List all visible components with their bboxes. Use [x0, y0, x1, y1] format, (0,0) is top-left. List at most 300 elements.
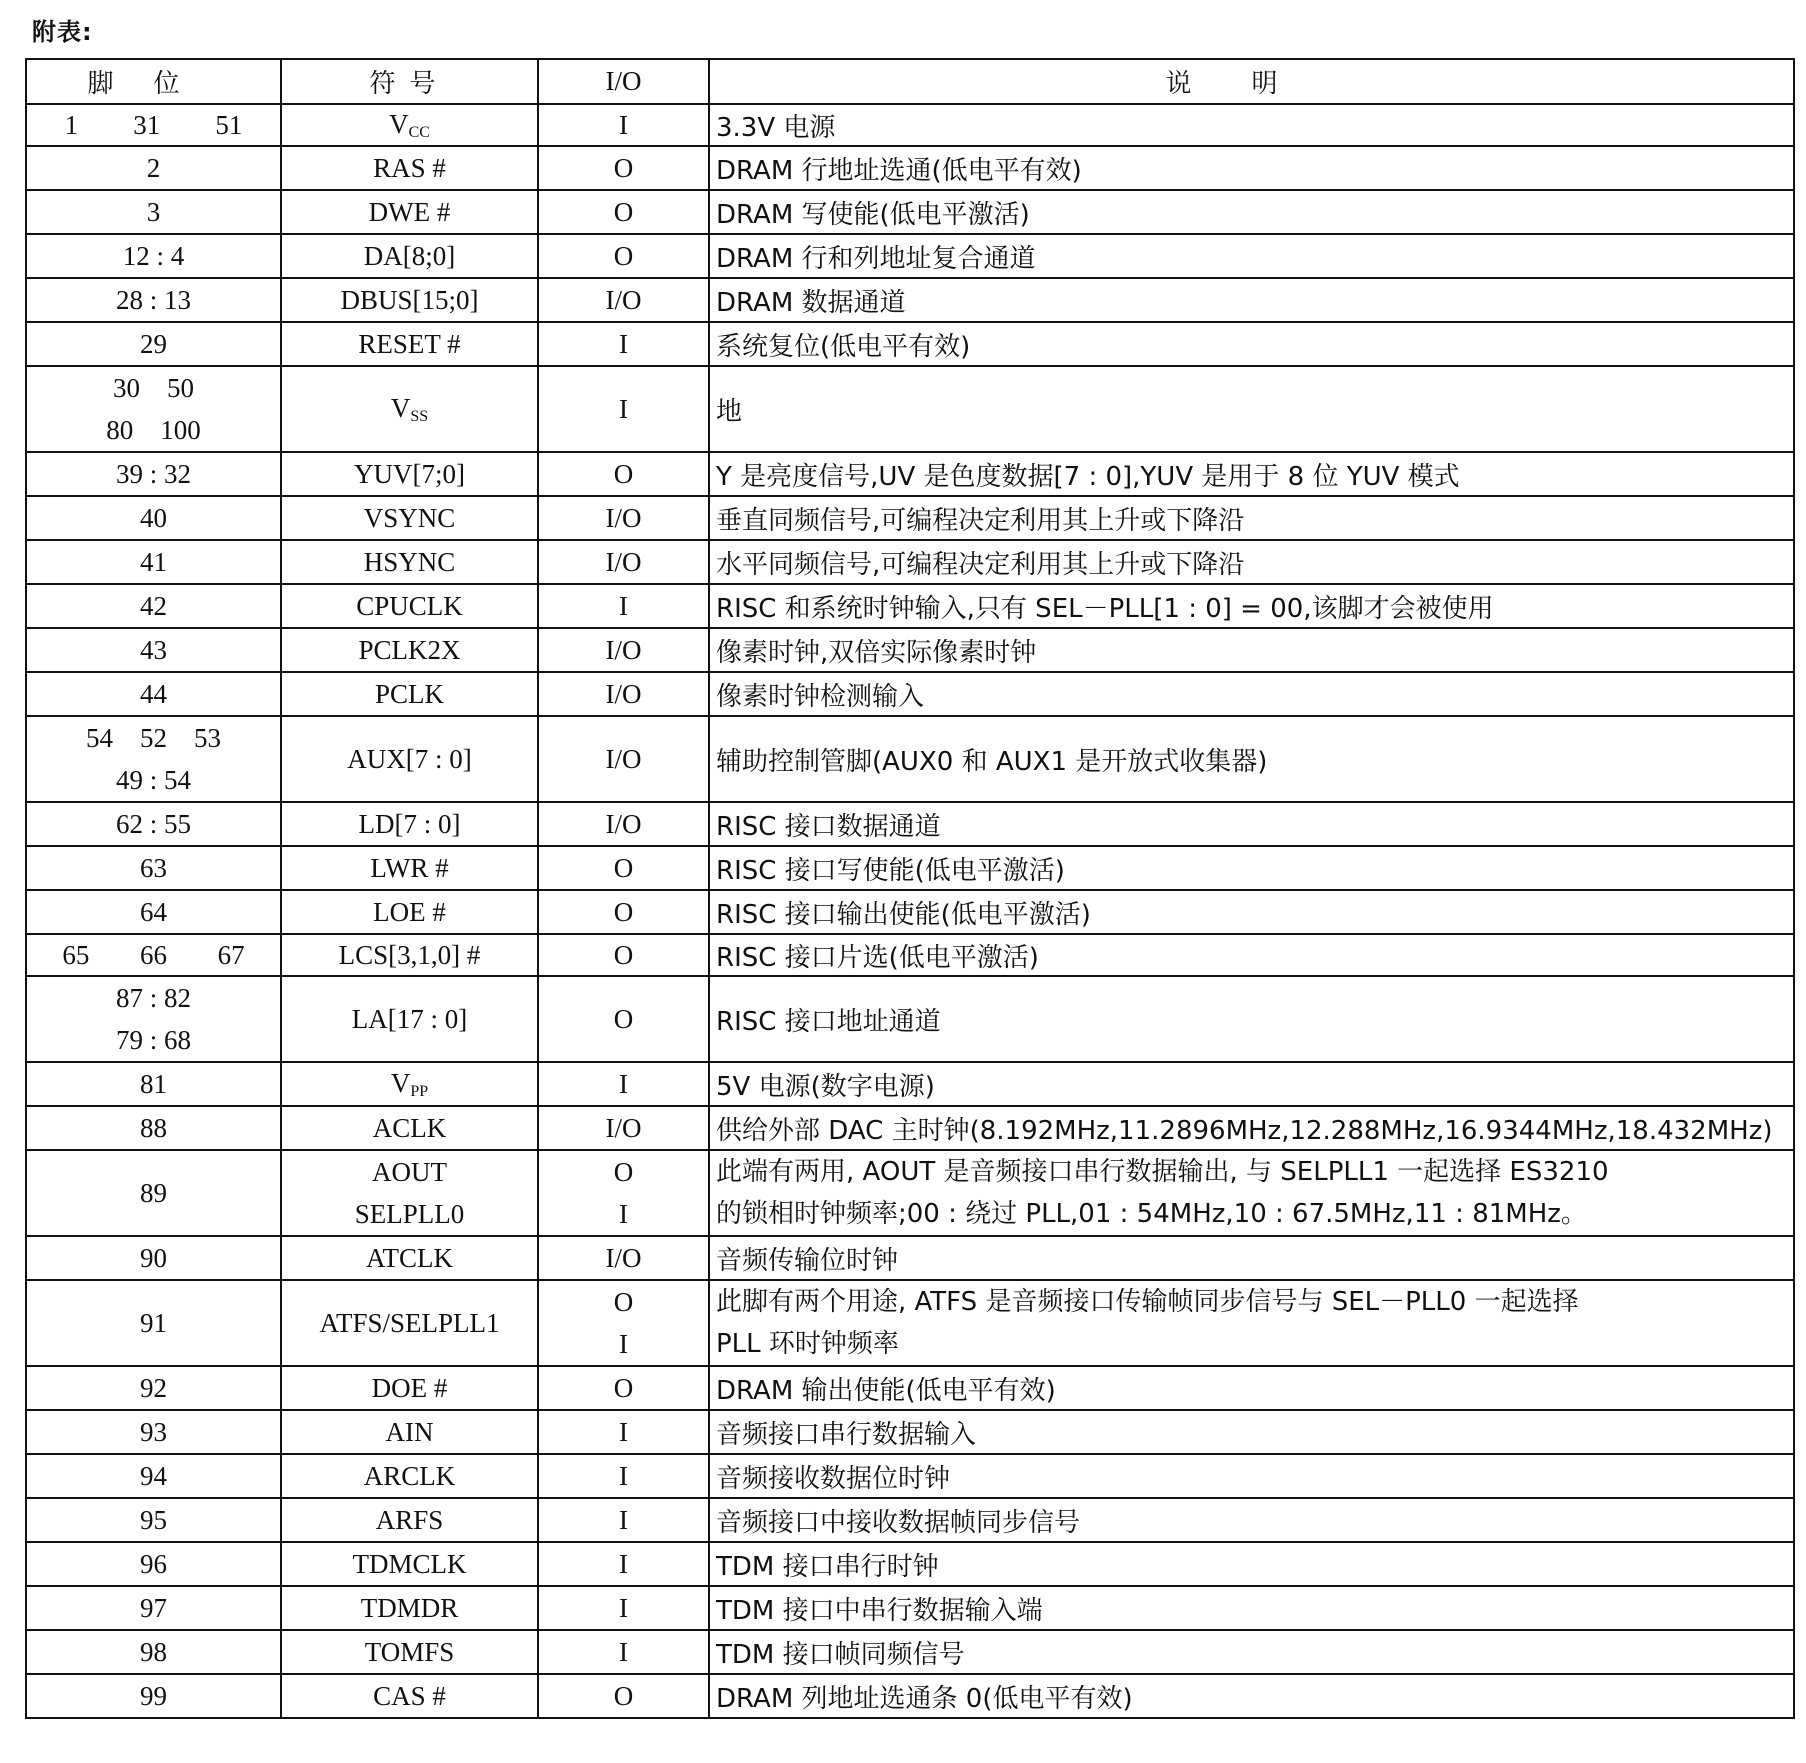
symbol-cell — [281, 104, 538, 146]
table-row — [26, 584, 1794, 628]
pin-cell — [26, 1498, 281, 1542]
table-row — [26, 1280, 1794, 1366]
pin-cell — [26, 1586, 281, 1630]
symbol-cell — [281, 278, 538, 322]
pin-number: 92 — [140, 1373, 167, 1403]
description-cell — [709, 1236, 1794, 1280]
pin-cell — [26, 890, 281, 934]
pin-number: 79 : 68 — [115, 1025, 191, 1055]
pin-number: 1 — [64, 109, 79, 140]
pin-cell — [26, 934, 281, 976]
symbol-cell — [281, 1062, 538, 1106]
pin-cell — [26, 452, 281, 496]
pin-cell — [26, 1150, 281, 1236]
table-row — [26, 1106, 1794, 1150]
io-direction: I/O — [605, 546, 642, 577]
symbol-cell — [281, 1366, 538, 1410]
pin-cell — [26, 540, 281, 584]
symbol-cell — [281, 1410, 538, 1454]
pin-cell — [26, 366, 281, 452]
io-cell — [538, 584, 709, 628]
pin-number: 62 : 55 — [115, 809, 191, 839]
table-row — [26, 846, 1794, 890]
table-row — [26, 322, 1794, 366]
description-cell — [709, 890, 1794, 934]
symbol-text: LOE # — [373, 896, 446, 927]
description-text: 3.3V 电源 — [716, 112, 836, 143]
pin-number: 95 — [140, 1505, 167, 1535]
pin-number: 89 — [140, 1178, 167, 1208]
symbol-text: V — [390, 392, 411, 423]
symbol-text: TDMDR — [360, 1592, 459, 1623]
description-text: 系统复位(低电平有效) — [716, 331, 971, 362]
io-direction: I — [619, 1504, 628, 1535]
description-text: 音频接口串行数据输入 — [716, 1419, 977, 1450]
symbol-cell — [281, 584, 538, 628]
description-cell — [709, 104, 1794, 146]
io-cell — [538, 234, 709, 278]
description-cell — [709, 1630, 1794, 1674]
pin-number: 30 50 — [113, 373, 194, 403]
symbol-cell — [281, 1150, 538, 1236]
description-cell — [709, 234, 1794, 278]
io-cell — [538, 976, 709, 1062]
symbol-cell — [281, 802, 538, 846]
symbol-cell — [281, 846, 538, 890]
pin-number: 96 — [140, 1549, 167, 1579]
description-text: RISC 接口写使能(低电平激活) — [716, 855, 1065, 886]
table-row — [26, 672, 1794, 716]
symbol-text: ATFS/SELPLL1 — [319, 1307, 500, 1338]
description-text: RISC 和系统时钟输入,只有 SEL－PLL[1 : 0] = 00,该脚才会被使用 — [716, 593, 1494, 624]
description-text: RISC 接口数据通道 — [716, 811, 941, 842]
io-direction: O — [613, 1287, 634, 1317]
table-row — [26, 234, 1794, 278]
description-text: 地 — [716, 396, 743, 427]
io-direction: O — [613, 896, 634, 927]
pin-cell — [26, 1630, 281, 1674]
table-row — [26, 1366, 1794, 1410]
pin-number: 31 — [133, 109, 161, 140]
description-cell — [709, 452, 1794, 496]
io-direction: I/O — [605, 678, 642, 709]
table-row — [26, 1586, 1794, 1630]
pin-cell — [26, 1062, 281, 1106]
pin-number: 91 — [140, 1308, 167, 1338]
io-direction: O — [613, 1372, 634, 1403]
description-text: 音频接收数据位时钟 — [716, 1463, 951, 1494]
io-cell — [538, 322, 709, 366]
pin-number: 94 — [140, 1461, 167, 1491]
symbol-text: LA[17 : 0] — [351, 1003, 468, 1034]
table-row — [26, 366, 1794, 452]
io-cell — [538, 366, 709, 452]
description-text: 像素时钟,双倍实际像素时钟 — [716, 637, 1037, 668]
description-cell — [709, 190, 1794, 234]
symbol-subscript: SS — [410, 407, 429, 425]
io-cell — [538, 540, 709, 584]
symbol-text: PCLK2X — [358, 634, 461, 665]
description-text: RISC 接口片选(低电平激活) — [716, 942, 1039, 973]
io-cell — [538, 278, 709, 322]
pin-number: 51 — [215, 109, 243, 140]
description-cell — [709, 1150, 1794, 1236]
pin-number: 80 100 — [106, 415, 201, 445]
table-row — [26, 934, 1794, 976]
pin-cell — [26, 1366, 281, 1410]
pin-cell — [26, 802, 281, 846]
io-cell — [538, 1586, 709, 1630]
symbol-cell — [281, 234, 538, 278]
io-direction: I — [619, 1460, 628, 1491]
table-row — [26, 190, 1794, 234]
pin-number: 65 — [62, 939, 90, 970]
header-symbol: 符号 — [281, 59, 538, 104]
table-body — [26, 104, 1794, 1718]
symbol-cell — [281, 452, 538, 496]
io-cell — [538, 1280, 709, 1366]
pin-number: 81 — [140, 1069, 167, 1099]
io-cell — [538, 1542, 709, 1586]
pin-number: 97 — [140, 1593, 167, 1623]
io-direction: I/O — [605, 743, 642, 774]
description-cell — [709, 716, 1794, 802]
description-cell — [709, 1498, 1794, 1542]
table-row — [26, 1236, 1794, 1280]
io-direction: O — [613, 196, 634, 227]
pin-cell — [26, 628, 281, 672]
symbol-cell — [281, 1498, 538, 1542]
symbol-text: DWE # — [368, 196, 451, 227]
symbol-cell — [281, 146, 538, 190]
table-row — [26, 1410, 1794, 1454]
table-row — [26, 716, 1794, 802]
pin-cell — [26, 146, 281, 190]
io-cell — [538, 934, 709, 976]
pin-number: 29 — [140, 329, 167, 359]
io-direction: O — [613, 852, 634, 883]
pin-number: 90 — [140, 1243, 167, 1273]
description-text: TDM 接口中串行数据输入端 — [716, 1595, 1043, 1626]
symbol-cell — [281, 322, 538, 366]
pin-cell — [26, 322, 281, 366]
io-cell — [538, 1062, 709, 1106]
io-direction: I/O — [605, 284, 642, 315]
description-cell — [709, 1542, 1794, 1586]
io-direction: I — [619, 1548, 628, 1579]
table-row — [26, 1454, 1794, 1498]
io-direction: I — [619, 1068, 628, 1099]
symbol-text: ARCLK — [363, 1460, 456, 1491]
description-text: RISC 接口输出使能(低电平激活) — [716, 899, 1091, 930]
description-cell — [709, 934, 1794, 976]
pin-number: 99 — [140, 1681, 167, 1711]
symbol-text: LD[7 : 0] — [358, 808, 461, 839]
io-direction: O — [613, 1680, 634, 1711]
pin-cell — [26, 1410, 281, 1454]
symbol-text: PCLK — [374, 678, 445, 709]
description-text: 像素时钟检测输入 — [716, 681, 925, 712]
description-text: 音频传输位时钟 — [716, 1245, 899, 1276]
description-text: TDM 接口帧同频信号 — [716, 1639, 965, 1670]
symbol-text: ARFS — [375, 1504, 444, 1535]
table-row — [26, 1542, 1794, 1586]
symbol-cell — [281, 672, 538, 716]
symbol-cell — [281, 496, 538, 540]
pin-cell — [26, 496, 281, 540]
pin-cell — [26, 104, 281, 146]
pin-number: 2 — [146, 153, 161, 183]
table-row — [26, 890, 1794, 934]
io-cell — [538, 1366, 709, 1410]
io-cell — [538, 1630, 709, 1674]
symbol-text: YUV[7;0] — [354, 458, 465, 489]
io-direction: I — [619, 109, 628, 140]
symbol-text: TDMCLK — [352, 1548, 467, 1579]
pin-cell — [26, 716, 281, 802]
description-text: PLL 环时钟频率 — [716, 1329, 899, 1359]
pin-cell — [26, 1280, 281, 1366]
description-cell — [709, 1106, 1794, 1150]
table-row — [26, 976, 1794, 1062]
pin-cell — [26, 672, 281, 716]
pin-cell — [26, 1674, 281, 1718]
description-cell — [709, 322, 1794, 366]
description-text: 辅助控制管脚(AUX0 和 AUX1 是开放式收集器) — [716, 746, 1268, 777]
description-cell — [709, 976, 1794, 1062]
symbol-cell — [281, 716, 538, 802]
description-text: 供给外部 DAC 主时钟(8.192MHz,11.2896MHz,12.288MHz,16.9344MHz,18.432MHz) — [716, 1115, 1773, 1146]
table-row — [26, 1150, 1794, 1236]
io-direction: I — [619, 393, 628, 424]
description-cell — [709, 802, 1794, 846]
pin-number: 49 : 54 — [115, 765, 191, 795]
symbol-text: ACLK — [372, 1112, 447, 1143]
table-row — [26, 1498, 1794, 1542]
io-cell — [538, 146, 709, 190]
pin-cell — [26, 846, 281, 890]
io-cell — [538, 846, 709, 890]
pin-number: 93 — [140, 1417, 167, 1447]
symbol-cell — [281, 1454, 538, 1498]
pin-number: 54 52 53 — [86, 723, 221, 753]
io-direction: I — [619, 590, 628, 621]
symbol-text: TOMFS — [364, 1636, 455, 1667]
symbol-text: CPUCLK — [356, 590, 463, 621]
symbol-cell — [281, 540, 538, 584]
symbol-cell — [281, 1106, 538, 1150]
description-cell — [709, 540, 1794, 584]
description-cell — [709, 1366, 1794, 1410]
symbol-text: ATCLK — [366, 1242, 453, 1273]
io-direction: I — [619, 328, 628, 359]
symbol-text: RAS # — [373, 152, 446, 183]
symbol-text: V — [389, 108, 409, 139]
io-direction: I — [619, 1329, 628, 1359]
symbol-cell — [281, 1630, 538, 1674]
description-text: DRAM 输出使能(低电平有效) — [716, 1375, 1056, 1406]
symbol-subscript: PP — [410, 1082, 429, 1100]
description-cell — [709, 496, 1794, 540]
symbol-text: CAS # — [373, 1680, 446, 1711]
symbol-text: SELPLL0 — [354, 1199, 465, 1229]
description-text: DRAM 行地址选通(低电平有效) — [716, 155, 1082, 186]
pin-cell — [26, 584, 281, 628]
io-direction: I/O — [605, 1242, 642, 1273]
pin-number: 43 — [140, 635, 167, 665]
io-cell — [538, 452, 709, 496]
pin-number: 42 — [140, 591, 167, 621]
table-row — [26, 496, 1794, 540]
pin-cell — [26, 190, 281, 234]
description-cell — [709, 846, 1794, 890]
io-cell — [538, 1150, 709, 1236]
pin-cell — [26, 1454, 281, 1498]
io-direction: I/O — [605, 808, 642, 839]
description-text: 此端有两用, AOUT 是音频接口串行数据输出, 与 SELPLL1 一起选择 ES3210 — [716, 1157, 1609, 1187]
header-description: 说明 — [709, 59, 1794, 104]
symbol-text: AOUT — [372, 1157, 447, 1187]
table-row — [26, 104, 1794, 146]
table-header-row — [26, 59, 1794, 104]
io-cell — [538, 1454, 709, 1498]
description-text: 音频接口中接收数据帧同步信号 — [716, 1507, 1081, 1538]
description-cell — [709, 1410, 1794, 1454]
pin-number: 41 — [140, 547, 167, 577]
description-text: 的锁相时钟频率;00 : 绕过 PLL,01 : 54MHz,10 : 67.5MHz,11 : 81MHz。 — [716, 1199, 1587, 1229]
io-direction: O — [613, 458, 634, 489]
io-direction: O — [613, 1157, 634, 1187]
io-cell — [538, 628, 709, 672]
symbol-subscript: CC — [408, 123, 430, 141]
description-text: DRAM 数据通道 — [716, 287, 906, 318]
io-cell — [538, 1106, 709, 1150]
io-direction: I — [619, 1636, 628, 1667]
symbol-cell — [281, 934, 538, 976]
pin-cell — [26, 234, 281, 278]
table-caption: 附表: — [32, 18, 93, 46]
description-cell — [709, 584, 1794, 628]
symbol-text: LWR # — [370, 852, 449, 883]
pin-number: 39 : 32 — [115, 459, 191, 489]
description-cell — [709, 278, 1794, 322]
symbol-text: LCS[3,1,0] # — [338, 939, 481, 970]
description-text: RISC 接口地址通道 — [716, 1006, 941, 1037]
pin-cell — [26, 1106, 281, 1150]
io-cell — [538, 1674, 709, 1718]
pin-number: 87 : 82 — [115, 983, 191, 1013]
symbol-cell — [281, 1236, 538, 1280]
pin-number: 40 — [140, 503, 167, 533]
pin-number: 3 — [146, 197, 161, 227]
io-cell — [538, 890, 709, 934]
symbol-cell — [281, 628, 538, 672]
io-direction: I/O — [605, 634, 642, 665]
description-text: DRAM 写使能(低电平激活) — [716, 199, 1030, 230]
io-direction: O — [613, 1003, 634, 1034]
description-text: DRAM 列地址选通条 0(低电平有效) — [716, 1683, 1133, 1714]
io-cell — [538, 802, 709, 846]
io-cell — [538, 1410, 709, 1454]
pin-number: 28 : 13 — [115, 285, 191, 315]
symbol-text: HSYNC — [363, 546, 456, 577]
io-direction: O — [613, 939, 634, 970]
description-cell — [709, 672, 1794, 716]
pin-number: 63 — [140, 853, 167, 883]
pin-table — [25, 58, 1795, 1719]
pin-number: 67 — [217, 939, 245, 970]
symbol-text: AIN — [385, 1416, 434, 1447]
table-row — [26, 802, 1794, 846]
table-row — [26, 452, 1794, 496]
description-cell — [709, 1586, 1794, 1630]
description-text: DRAM 行和列地址复合通道 — [716, 243, 1036, 274]
description-cell — [709, 1062, 1794, 1106]
description-cell — [709, 366, 1794, 452]
header-io: I/O — [538, 59, 709, 104]
io-direction: O — [613, 240, 634, 271]
description-cell — [709, 1280, 1794, 1366]
io-cell — [538, 716, 709, 802]
symbol-text: VSYNC — [363, 502, 456, 533]
table-row — [26, 1062, 1794, 1106]
table-row — [26, 146, 1794, 190]
io-direction: O — [613, 152, 634, 183]
symbol-text: DOE # — [371, 1372, 448, 1403]
description-cell — [709, 1674, 1794, 1718]
symbol-cell — [281, 1280, 538, 1366]
pin-number: 12 : 4 — [122, 241, 185, 271]
io-direction: I — [619, 1416, 628, 1447]
io-cell — [538, 104, 709, 146]
pin-number: 66 — [139, 939, 167, 970]
pin-number: 88 — [140, 1113, 167, 1143]
io-direction: I/O — [605, 1112, 642, 1143]
description-cell — [709, 146, 1794, 190]
symbol-cell — [281, 1674, 538, 1718]
symbol-cell — [281, 1586, 538, 1630]
description-text: 此脚有两个用途, ATFS 是音频接口传输帧同步信号与 SEL－PLL0 一起选择 — [716, 1287, 1579, 1317]
table-row — [26, 1630, 1794, 1674]
description-cell — [709, 628, 1794, 672]
description-text: TDM 接口串行时钟 — [716, 1551, 939, 1582]
io-direction: I — [619, 1592, 628, 1623]
symbol-text: RESET # — [358, 328, 461, 359]
symbol-cell — [281, 976, 538, 1062]
table-row — [26, 540, 1794, 584]
io-cell — [538, 672, 709, 716]
pin-number: 98 — [140, 1637, 167, 1667]
description-text: 水平同频信号,可编程决定利用其上升或下降沿 — [716, 549, 1245, 580]
io-cell — [538, 1236, 709, 1280]
io-cell — [538, 1498, 709, 1542]
symbol-cell — [281, 1542, 538, 1586]
io-direction: I/O — [605, 502, 642, 533]
symbol-cell — [281, 190, 538, 234]
io-direction: I — [619, 1199, 628, 1229]
symbol-text: DBUS[15;0] — [340, 284, 479, 315]
pin-cell — [26, 278, 281, 322]
description-text: 5V 电源(数字电源) — [716, 1071, 935, 1102]
symbol-cell — [281, 366, 538, 452]
pin-cell — [26, 976, 281, 1062]
description-cell — [709, 1454, 1794, 1498]
pin-cell — [26, 1542, 281, 1586]
table-row — [26, 1674, 1794, 1718]
description-text: Y 是亮度信号,UV 是色度数据[7 : 0],YUV 是用于 8 位 YUV 模式 — [716, 461, 1460, 492]
description-text: 垂直同频信号,可编程决定利用其上升或下降沿 — [716, 505, 1245, 536]
header-pin: 脚位 — [26, 59, 281, 104]
